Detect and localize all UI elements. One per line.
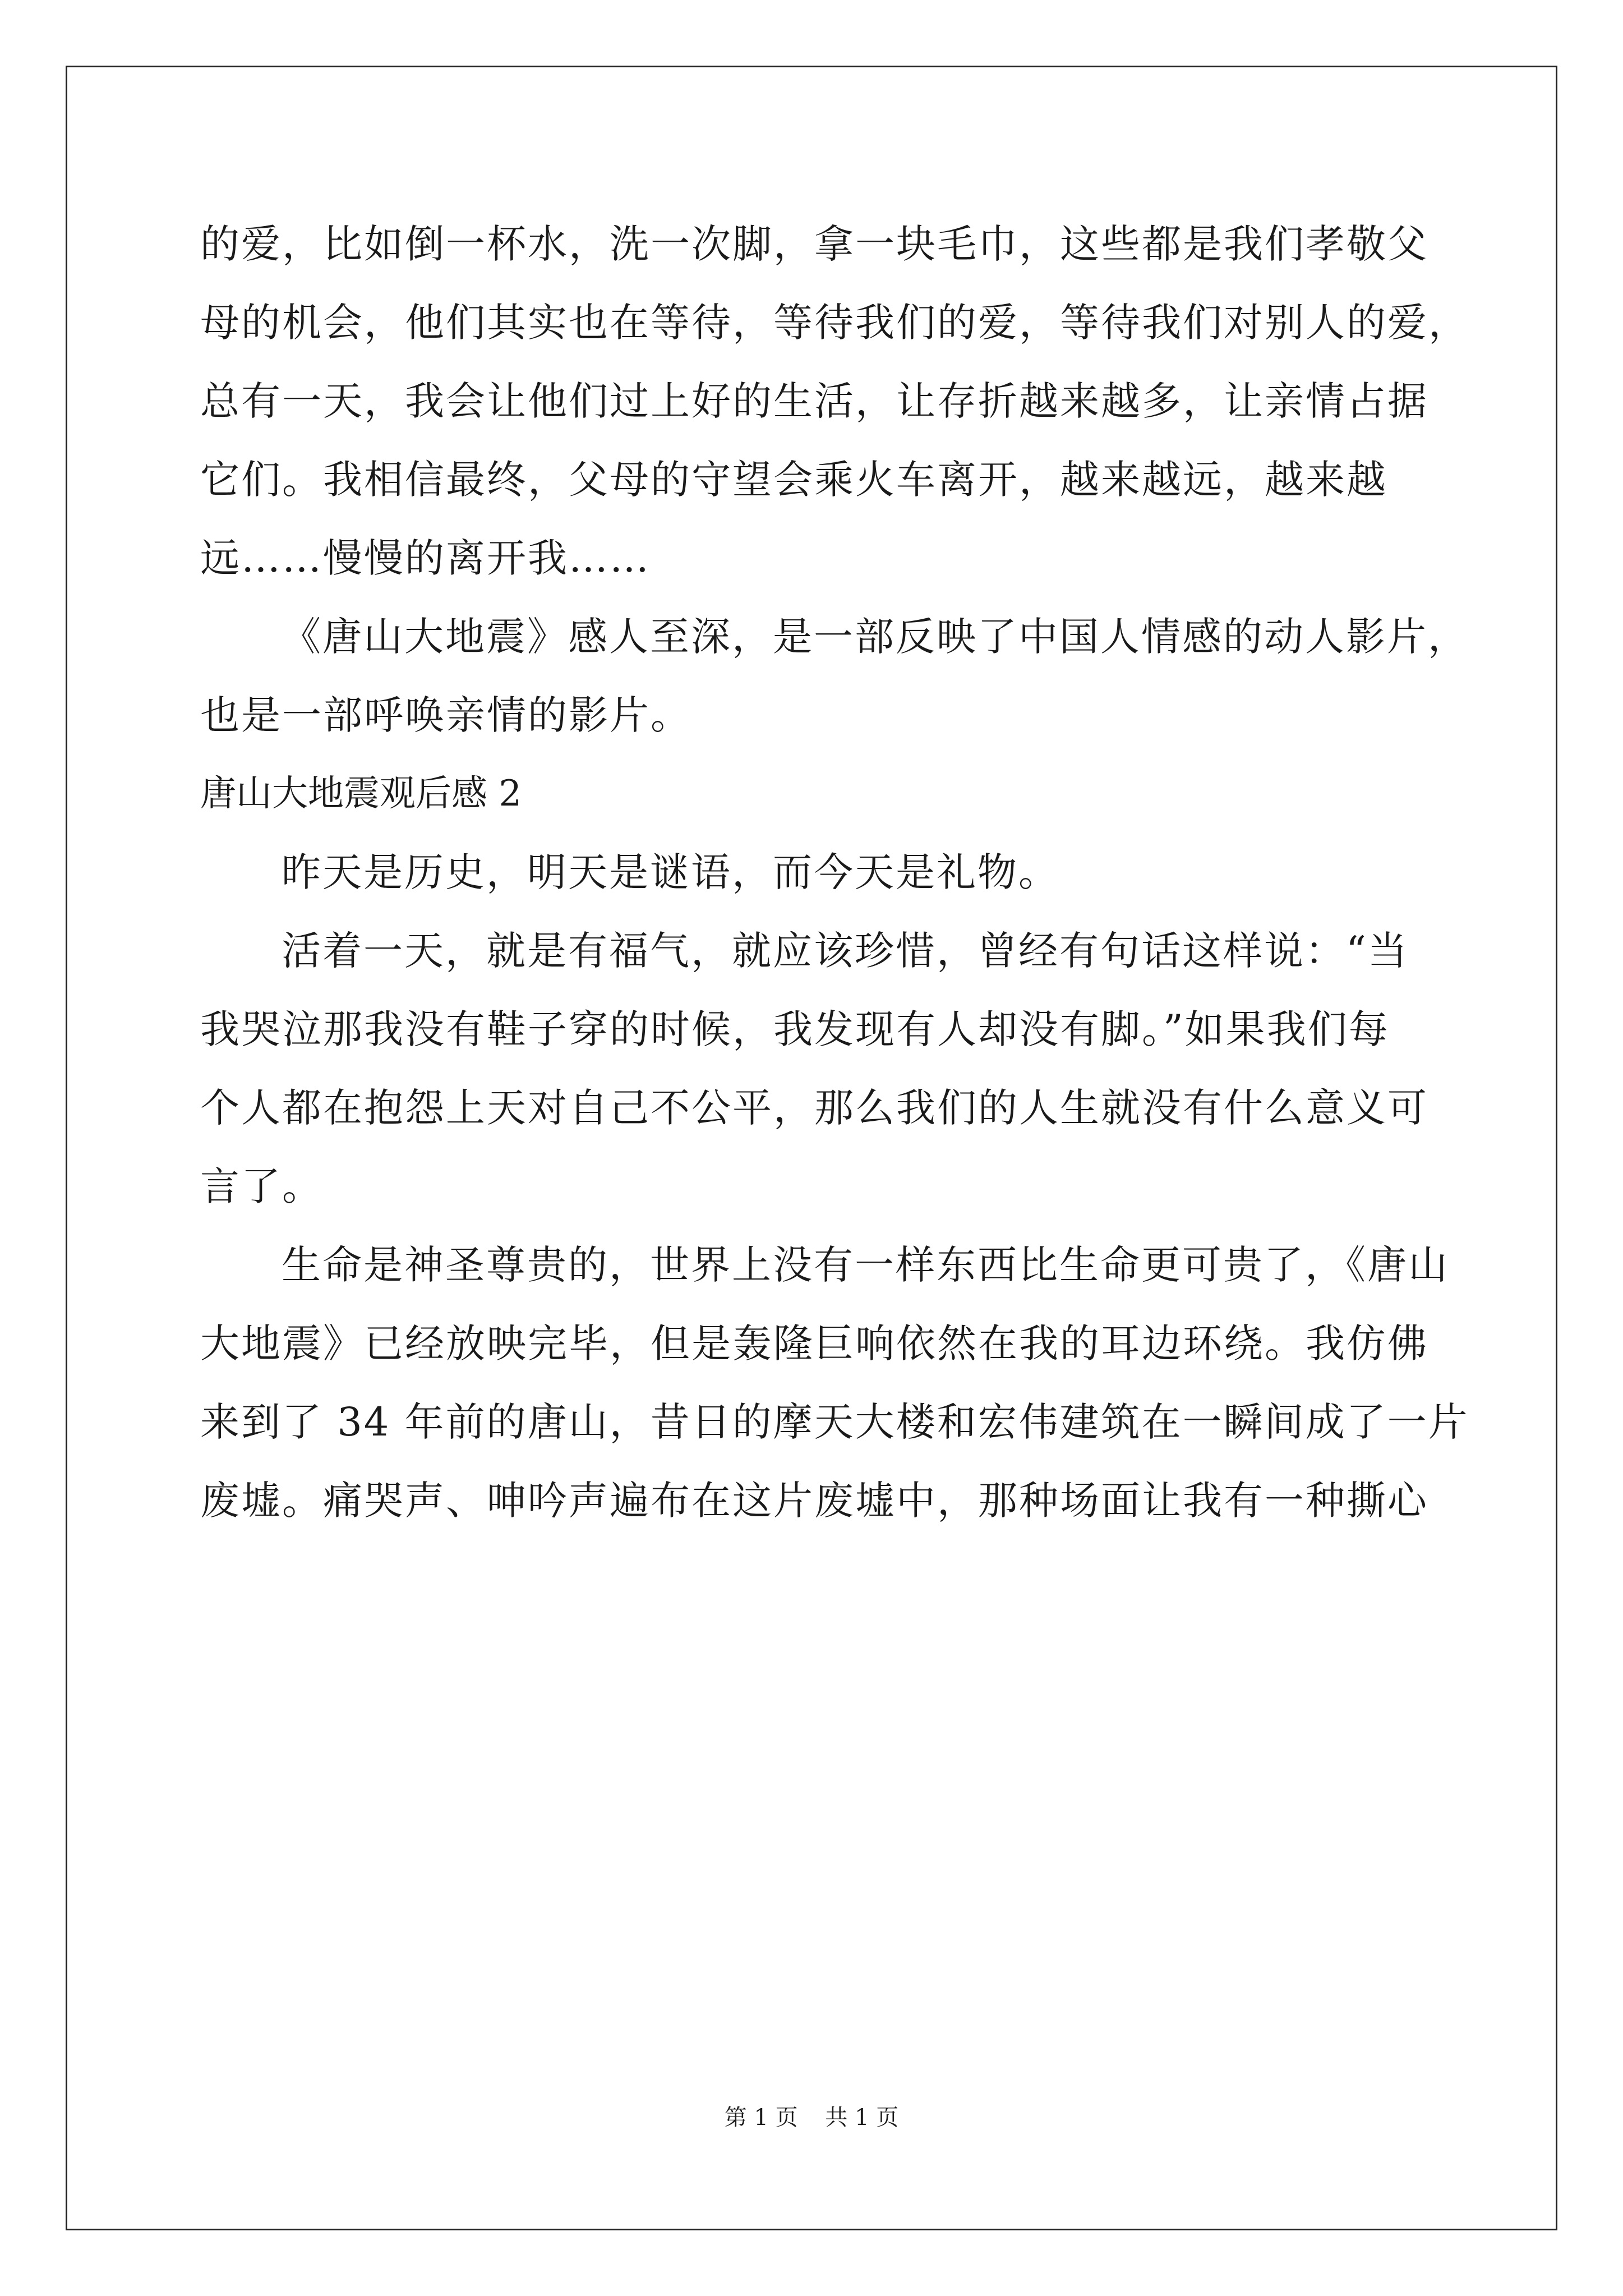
- text-line: 生命是神圣尊贵的，世界上没有一样东西比生命更可贵了，《唐山: [282, 1242, 1449, 1288]
- text-line: 也是一部呼唤亲情的影片。: [200, 692, 691, 738]
- text-line: 废墟。痛哭声、呻吟声遍布在这片废墟中，那种场面让我有一种撕心: [200, 1478, 1428, 1524]
- page-total: 共 1 页: [825, 2105, 899, 2131]
- text-line: 我哭泣那我没有鞋子穿的时候，我发现有人却没有脚。”如果我们每: [200, 1006, 1390, 1052]
- text-line: 个人都在抱怨上天对自己不公平，那么我们的人生就没有什么意义可: [200, 1085, 1428, 1131]
- text-line: 言了。: [200, 1163, 323, 1209]
- text-line: 昨天是历史，明天是谜语，而今天是礼物。: [282, 849, 1059, 895]
- text-line: 它们。我相信最终，父母的守望会乘火车离开，越来越远，越来越: [200, 457, 1387, 503]
- text-line: 远……慢慢的离开我……: [200, 535, 651, 581]
- text-line: 《唐山大地震》感人至深，是一部反映了中国人情感的动人影片，: [282, 614, 1469, 660]
- page-number: 第 1 页: [724, 2105, 798, 2131]
- text-line: 活着一天，就是有福气，就应该珍惜，曾经有句话这样说：“当: [282, 928, 1409, 974]
- text-line: 的爱，比如倒一杯水，洗一次脚，拿一块毛巾，这些都是我们孝敬父: [200, 221, 1428, 267]
- page-footer: [0, 2101, 1623, 2134]
- text-line: 大地震》已经放映完毕，但是轰隆巨响依然在我的耳边环绕。我仿佛: [200, 1320, 1428, 1366]
- text-line: 来到了 34 年前的唐山，昔日的摩天大楼和宏伟建筑在一瞬间成了一片: [200, 1399, 1469, 1445]
- text-line: 总有一天，我会让他们过上好的生活，让存折越来越多，让亲情占据: [200, 378, 1428, 424]
- document-body: [200, 205, 1469, 1540]
- section-title: 唐山大地震观后感 2: [200, 773, 522, 815]
- text-line: 母的机会，他们其实也在等待，等待我们的爱，等待我们对别人的爱，: [200, 300, 1469, 346]
